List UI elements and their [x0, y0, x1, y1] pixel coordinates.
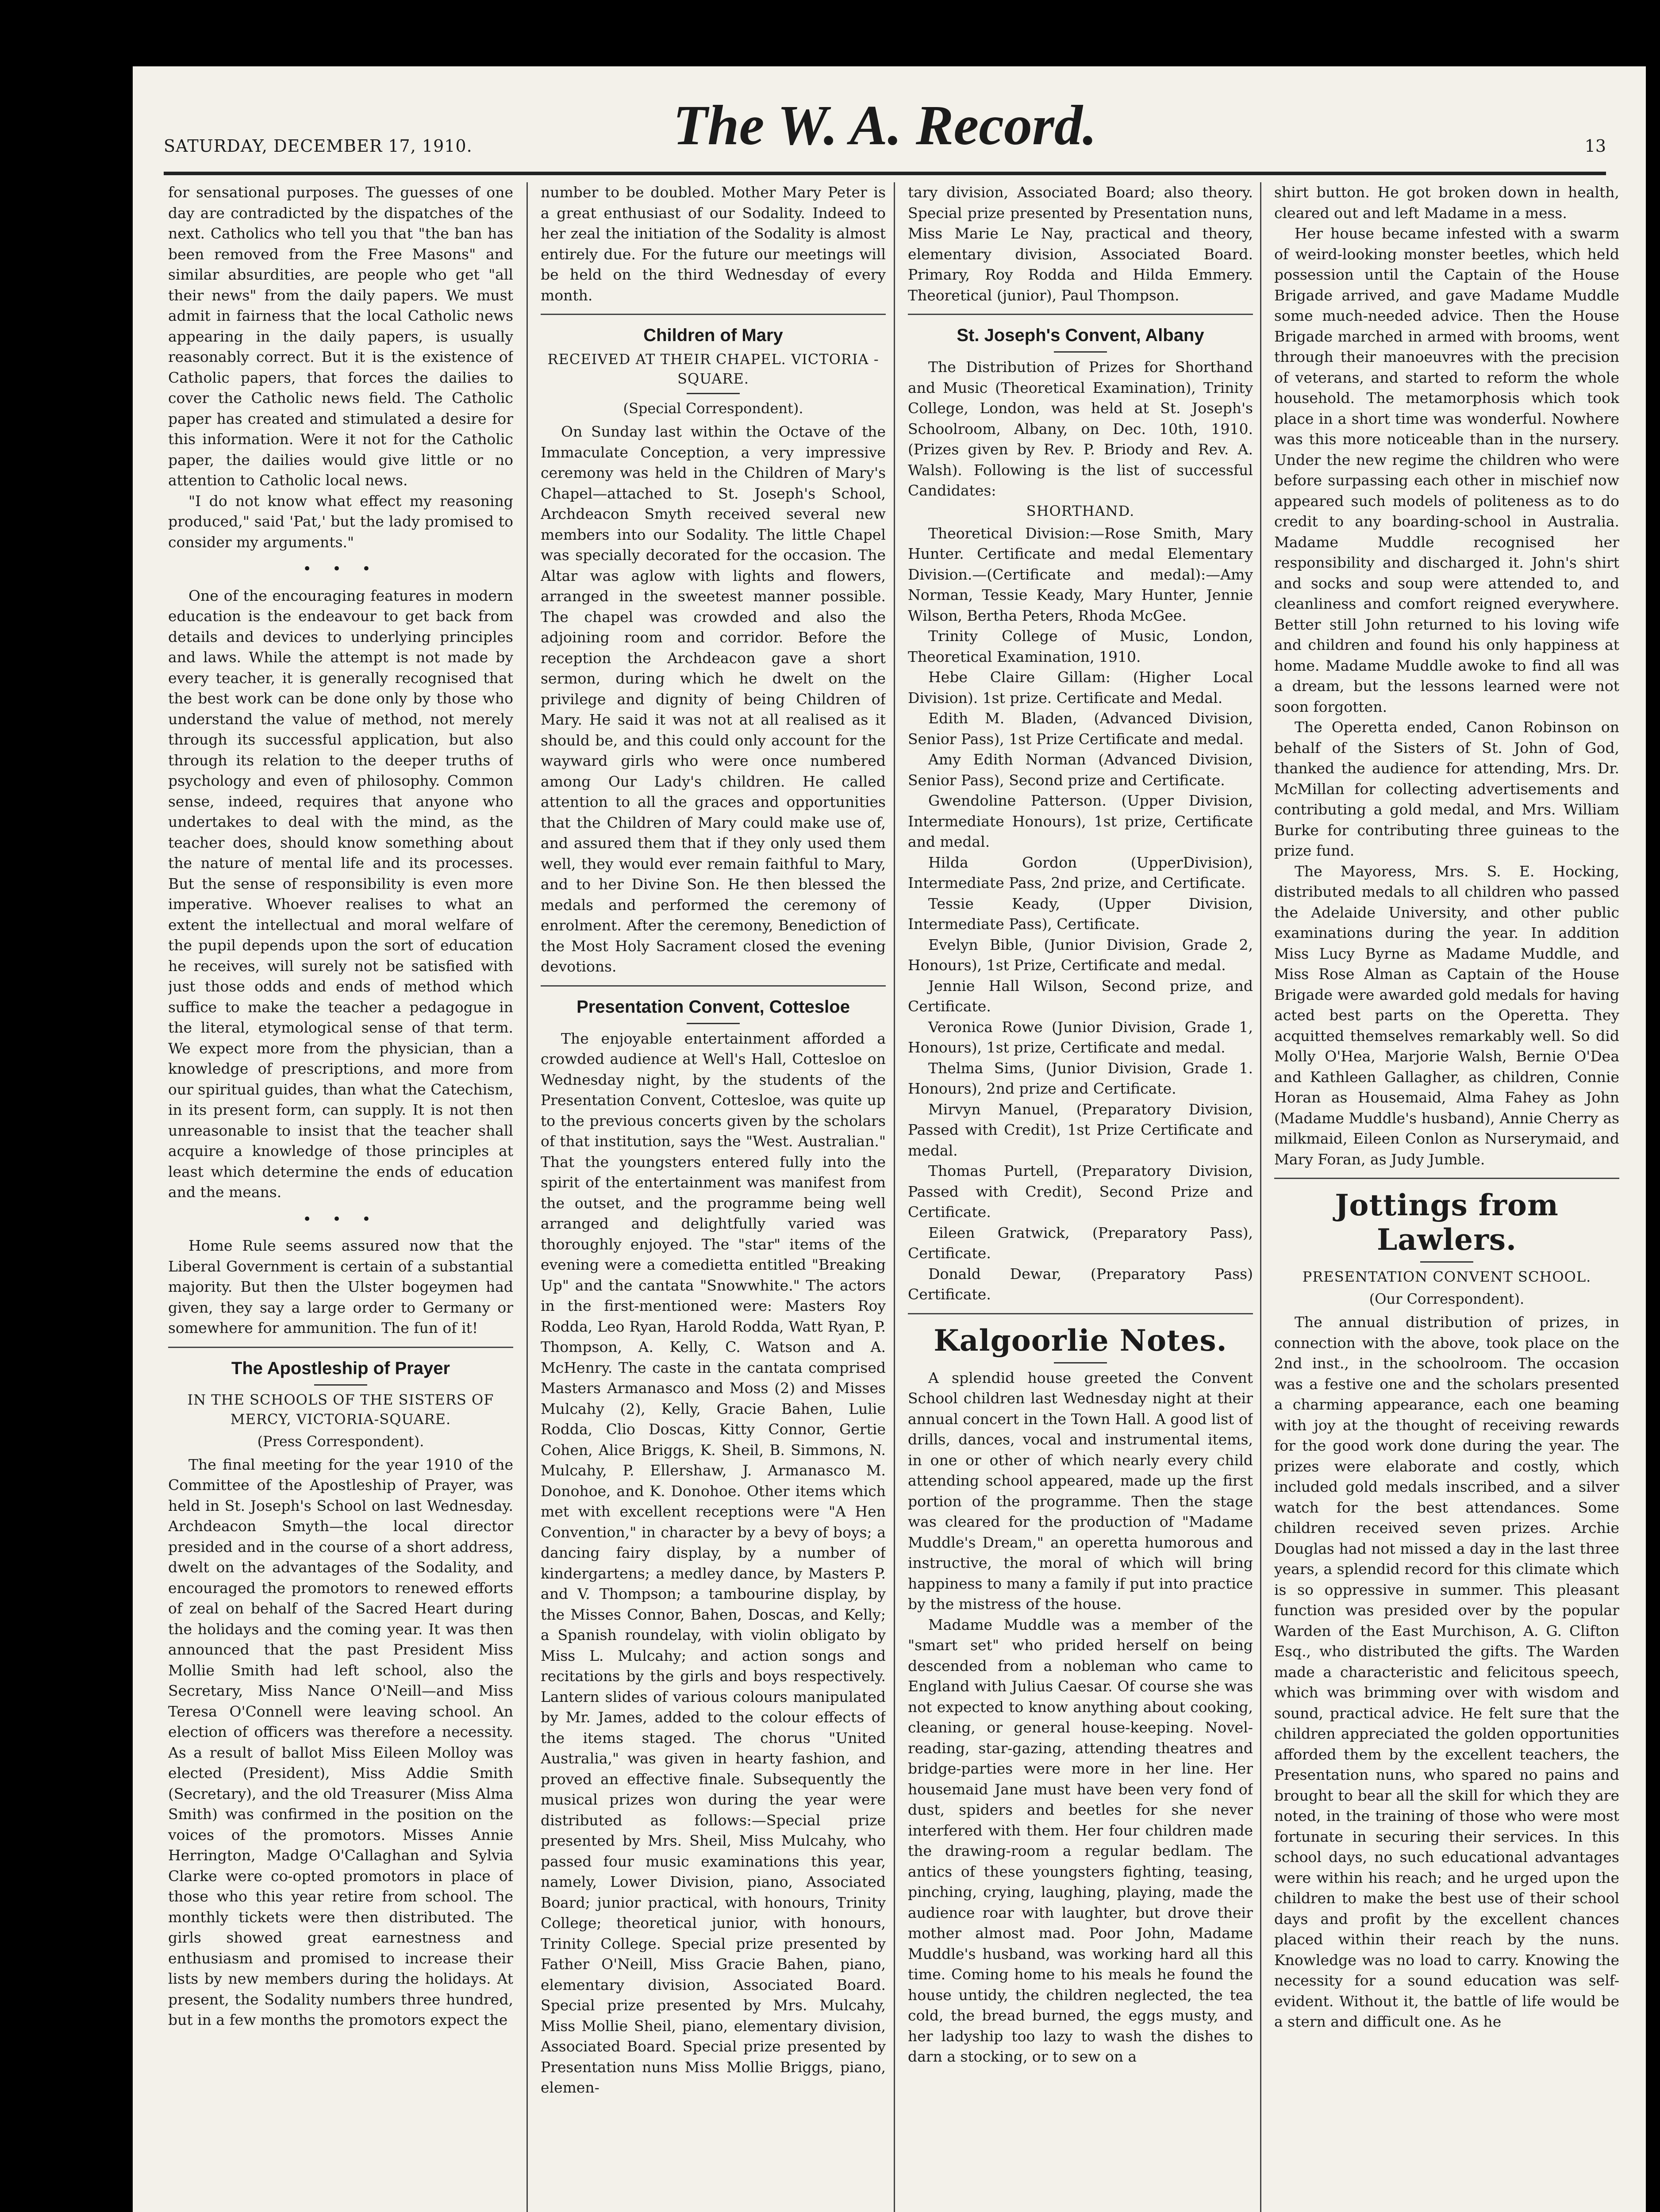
prize-entry: Mirvyn Manuel, (Preparatory Division, Passed with Credit), 1st Prize Certificate and medal. [908, 1100, 1253, 1159]
article-paragraph: The final meeting for the year 1910 of the Committee of the Apostleship of Prayer, was held in St. Joseph's School on last Wednesday. Archdeacon Smyth—the local director presided and in the course of a short address, dwelt on the advantages of the Sodality, and encouraged the promotors to renewed efforts of zeal on behalf of the Sacred Heart during the holidays and the coming year. It was then announced that the past President Miss Mollie Smith had left school, also the Secretary, Miss Nance O'Neill—and Miss Teresa O'Connell were leaving school. An election of officers was therefore a necessity. As a result of ballot Miss Eileen Molloy was elected (President), Miss Addie Smith (Secretary), and the old Treasurer (Miss Alma Smith) was confirmed in the position on the voices of the promotors. Misses Annie Herrington, Madge O'Callaghan and Sylvia Clarke were co-opted promotors in place of those who this year retire from school. The monthly tickets were then distributed. The girls showed great earnestness and enthusiasm and promised to increase their lists by new members during the holidays. At present, the Sodality numbers three hundred, but in a few months the promotors expect the [168, 1455, 513, 2028]
column-4 [1274, 182, 1619, 2212]
article-heading-lawlers: Jottings from Lawlers. [1335, 1188, 1559, 1257]
prize-entry: Tessie Keady, (Upper Division, Intermediate Pass), Certificate. [908, 895, 1253, 933]
prize-entry: Thomas Purtell, (Preparatory Division, Passed with Credit), Second Prize and Certificate. [908, 1162, 1253, 1221]
prize-entry: Veronica Rowe (Junior Division, Grade 1, Honours), 1st prize, Certificate and medal. [908, 1018, 1253, 1056]
article-subheading: IN THE SCHOOLS OF THE SISTERS OF MERCY, VICTORIA-SQUARE. [187, 1391, 494, 1428]
heading-rule [1420, 1261, 1473, 1263]
issue-date: SATURDAY, DECEMBER 17, 1910. [164, 136, 473, 156]
section-separator [168, 559, 513, 580]
article-paragraph: tary division, Associated Board; also theory. Special prize presented by Presentation nuns, Miss Marie Le Nay, practical and theory, elementary division, Associated Board. Primary, Roy Rodda and Hilda Emmery. Theoretical (junior), Paul Thompson. [908, 184, 1253, 304]
article-heading-children-of-mary: Children of Mary [643, 326, 783, 345]
article-heading-kalgoorlie: Kalgoorlie Notes. [934, 1323, 1227, 1358]
correspondent-line: (Special Correspondent). [623, 400, 803, 417]
section-label-shorthand: SHORTHAND. [1026, 502, 1135, 519]
prize-entry: Thelma Sims, (Junior Division, Grade 1. Honours), 2nd prize and Certificate. [908, 1059, 1253, 1097]
article-paragraph: On Sunday last within the Octave of the Immaculate Conception, a very impressive ceremony was held in the Children of Mary's Chapel—attached to St. Joseph's School, Archdeacon Smyth received several new members into our Sodality. The little Chapel was specially decorated for the occasion. The Altar was aglow with lights and flowers, arranged in the sweetest manner possible. The chapel was crowded and also the adjoining room and corridor. Before the reception the Archdeacon gave a short sermon, during which he dwelt on the privilege and dignity of being Children of Mary. He said it was not at all realised as it should be, and this could only account for the wayward girls who were once numbered among Our Lady's children. He called attention to all the graces and opportunities that the Children of Mary could make use of, and assured them that if they only used them well, they would ever remain faithful to Mary, and to her Divine Son. He then blessed the medals and performed the ceremony of enrolment. After the ceremony, Benediction of the Most Holy Sacrament closed the evening devotions. [541, 423, 886, 975]
article-subheading: PRESENTATION CONVENT SCHOOL. [1302, 1268, 1591, 1285]
article-rule [1274, 1178, 1619, 1179]
prize-entry: Jennie Hall Wilson, Second prize, and Certificate. [908, 977, 1253, 1015]
article-paragraph: A splendid house greeted the Convent School children last Wednesday night at their annual concert in the Town Hall. A good list of drills, dances, vocal and instrumental items, in one or other of which nearly every child attending school appeared, made up the first portion of the programme. Then the stage was cleared for the production of "Madame Muddle's Dream," an operetta humorous and instructive, the moral of which will bring happiness to many a family if put into practice by the mistress of the house. [908, 1369, 1253, 1613]
heading-rule [687, 1023, 740, 1024]
article-paragraph: The Distribution of Prizes for Shorthand and Music (Theoretical Examination), Trinity College, London, was held at St. Joseph's Schoolroom, Albany, on Dec. 10th, 1910. (Prizes given by Rev. P. Briody and Rev. A. Walsh). Following is the list of successful Candidates: [908, 358, 1253, 499]
prize-entry: Hebe Claire Gillam: (Higher Local Division). 1st prize. Certificate and Medal. [908, 668, 1253, 707]
article-paragraph: "I do not know what effect my reasoning produced," said 'Pat,' but the lady promised to consider my arguments." [168, 492, 513, 551]
article-paragraph: Madame Muddle was a member of the "smart set" who prided herself on being descended from a nobleman who came to England with Julius Caesar. Of course she was not expected to know anything about cooking, cleaning, or general house-keeping. Novel-reading, star-gazing, attending theatres and bridge-parties were more in her line. Her housemaid Jane must have been very fond of dust, spiders and beetles for she never interfered with them. Her four children made the drawing-room a regular bedlam. The antics of these youngsters fighting, teasing, pinching, crying, laughing, playing, made the audience roar with laughter, but drove their mother almost mad. Poor John, Madame Muddle's husband, was working hard all this time. Coming home to his meals he found the house untidy, the children neglected, the tea cold, the bread burned, the eggs musty, and her ladyship too lazy to wash the dishes to darn a stocking, or to sew on a [908, 1616, 1253, 2065]
page-number: 13 [1584, 136, 1606, 156]
column-1 [168, 182, 513, 2212]
article-rule [168, 1347, 513, 1348]
article-paragraph: The Operetta ended, Canon Robinson on behalf of the Sisters of St. John of God, thanked the audience for attending, Mrs. Dr. McMillan for collecting advertisements and contributing a gold medal, and Mrs. William Burke for contributing three guineas to the prize fund. [1274, 718, 1619, 859]
prize-entry: Donald Dewar, (Preparatory Pass) Certificate. [908, 1265, 1253, 1303]
newspaper-page [133, 66, 1646, 2212]
article-rule [908, 314, 1253, 315]
article-heading-apostleship: The Apostleship of Prayer [231, 1358, 450, 1378]
prize-entry: Amy Edith Norman (Advanced Division, Senior Pass), Second prize and Certificate. [908, 751, 1253, 789]
article-paragraph: Her house became infested with a swarm of weird-looking monster beetles, which held possession until the Captain of the House Brigade arrived, and gave Madame Muddle some much-needed advice. Then the House Brigade marched in armed with brooms, went through their manoeuvres with the precision of veterans, and started to reform the whole household. The metamorphosis which took place in a short time was wonderful. Nowhere was this more noticeable than in the nursery. Under the new regime the children who were before surpassing each other in mischief now appeared such models of politeness as to do credit to any boarding-school in Australia. Madame Muddle recognised her responsibility and discharged it. John's shirt and socks and soup were attended to, and cleanliness and comfort reigned everywhere. Better still John returned to his loving wife and children and found his only happiness at home. Madame Muddle awoke to find all was a dream, but the lessons learned were not soon forgotten. [1274, 225, 1619, 715]
newspaper-title: The W. A. Record. [673, 94, 1097, 157]
article-heading-albany: St. Joseph's Convent, Albany [957, 326, 1204, 345]
article-rule [541, 985, 886, 987]
prize-entry: Evelyn Bible, (Junior Division, Grade 2, Honours), 1st Prize, Certificate and medal. [908, 936, 1253, 974]
article-paragraph: One of the encouraging features in modern education is the endeavour to get back from details and devices to underlying principles and laws. While the attempt is not made by every teacher, it is generally recognised that the best work can be done only by those who understand the value of method, not merely through its successful application, but also through its relation to the deeper truths of psychology and even of philosophy. Common sense, indeed, requires that anyone who undertakes to deal with the mind, as the teacher does, should know something about the nature of mental life and its processes. But the sense of responsibility is even more imperative. Whoever realises to what an extent the intellectual and moral welfare of the pupil depends upon the sort of education he receives, will surely not be satisfied with just those odds and ends of method which suffice to make the teacher a pedagogue in the literal, etymological sense of that term. We expect more from the physician, than a knowledge of prescriptions, and more from our spiritual guides, than what the Catechism, in its present form, can supply. It is not then unreasonable to insist that the teacher shall acquire a knowledge of those principles at least which determine the ends of education and the means. [168, 587, 513, 1201]
article-paragraph: The enjoyable entertainment afforded a crowded audience at Well's Hall, Cottesloe on Wednesday night, by the students of the Presentation Convent, Cottesloe, was quite up to the previous concerts given by the scholars of that institution, says the "West. Australian." That the youngsters entered fully into the spirit of the entertainment was manifest from the outset, and the programme being well arranged and delightfully varied was thoroughly enjoyed. The "star" items of the evening were a comedietta entitled "Breaking Up" and the cantata "Snowwhite." The actors in the first-mentioned were: Masters Roy Rodda, Leo Ryan, Harold Rodda, Watt Ryan, P. Thompson, A. Kelly, C. Watson and A. McHenry. The caste in the cantata comprised Masters Armanasco and Moss (2) and Misses Mulcahy (2), Kelly, Gracie Bahen, Lulie Rodda, Clio Doscas, Kitty Connor, Gertie Cohen, Alice Briggs, K. Sheil, B. Simmons, N. Mulcahy, P. Ellershaw, J. Armanasco M. Donohoe, and K. Donohoe. Other items which met with excellent receptions were "A Hen Convention," in character by a bevy of boys; a dancing fairy display, by a number of kindergartens; a medley dance, by Masters P. and V. Thompson; a tambourine display, by the Misses Connor, Bahen, Doscas, and Kelly; a Spanish roundelay, with violin obligato by Miss L. Mulcahy; and action songs and recitations by the girls and boys respectively. Lantern slides of various colours manipulated by Mr. James, added to the colour effects of the items staged. The chorus "United Australia," was given in hearty fashion, and proved an effective finale. Subsequently the musical prizes won during the year were distributed as follows:—Special prize presented by Mrs. Sheil, Miss Mulcahy, who passed four music examinations this year, namely, Lower Division, piano, Associated Board; junior practical, with honours, Trinity College; theoretical junior, with honours, Trinity College. Special prize presented by Father O'Neill, Miss Gracie Bahen, piano, elementary division, Associated Board. Special prize presented by Mrs. Mulcahy, Miss Mollie Sheil, piano, elementary division, Associated Board. Special prize presented by Presentation nuns Miss Mollie Briggs, piano, elemen- [541, 1029, 886, 2096]
article-paragraph: for sensational purposes. The guesses of one day are contradicted by the dispatches of the next. Catholics who tell you that "the ban has been removed from the Free Masons" and similar absurdities, are people who get "all their news" from the daily papers. We must admit in fairness that the local Catholic news appearing in the daily papers, is usually reasonably correct. But it is the existence of Catholic papers, that forces the dailies to cover the Catholic news field. The Catholic paper has created and stimulated a desire for this information. Were it not for the Catholic paper, the dailies would give little or no attention to Catholic local news. [168, 184, 513, 489]
article-rule [541, 314, 886, 315]
article-paragraph: Home Rule seems assured now that the Liberal Government is certain of a substantial majority. But then the Ulster bogeymen had given, they say a large order to Germany or somewhere for ammunition. The fun of it! [168, 1237, 513, 1336]
article-paragraph: The Mayoress, Mrs. S. E. Hocking, distributed medals to all children who passed the Adelaide University, and other public examinations during the year. In addition Miss Lucy Byrne as Madame Muddle, and Miss Rose Alman as Captain of the House Brigade were awarded gold medals for having acted best parts on the Operetta. They acquitted themselves remarkably well. So did Molly O'Hea, Marjorie Walsh, Bernie O'Dea and Kathleen Gallagher, as children, Connie Horan as Housemaid, Alma Fahey as John (Madame Muddle's husband), Annie Cherry as milkmaid, Eileen Conlon as Nurserymaid, and Mary Foran, as Judy Jumble. [1274, 862, 1619, 1168]
column-divider [526, 182, 528, 2212]
correspondent-line: (Our Correspondent). [1369, 1290, 1525, 1307]
prize-entry: Trinity College of Music, London, Theoretical Examination, 1910. [908, 627, 1253, 665]
prize-entry: Theoretical Division:—Rose Smith, Mary Hunter. Certificate and medal Elementary Division.—(Certificate and medal):—Amy Norman, Tessie Keady, Mary Hunter, Jennie Wilson, Bertha Peters, Rhoda McGee. [908, 524, 1253, 624]
column-3 [908, 182, 1253, 2212]
masthead-rule [164, 172, 1606, 175]
column-2 [541, 182, 886, 2212]
prize-entry: Eileen Gratwick, (Preparatory Pass), Certificate. [908, 1224, 1253, 1262]
heading-rule [314, 1384, 367, 1386]
masthead [164, 93, 1606, 168]
correspondent-line: (Press Correspondent). [257, 1432, 424, 1450]
article-rule [908, 1313, 1253, 1314]
prize-entry: Edith M. Bladen, (Advanced Division, Senior Pass), 1st Prize Certificate and medal. [908, 710, 1253, 748]
article-paragraph: shirt button. He got broken down in health, cleared out and left Madame in a mess. [1274, 184, 1619, 222]
article-paragraph: number to be doubled. Mother Mary Peter is a great enthusiast of our Sodality. Indeed to her zeal the initiation of the Sodality is almost entirely due. For the future our meetings will be held on the third Wednesday of every month. [541, 184, 886, 304]
prize-entry: Gwendoline Patterson. (Upper Division, Intermediate Honours), 1st prize, Certificate and medal. [908, 792, 1253, 850]
heading-rule [1054, 1362, 1107, 1363]
article-paragraph: The annual distribution of prizes, in connection with the above, took place on the 2nd inst., in the schoolroom. The occasion was a festive one and the scholars presented a charming appearance, each one beaming with joy at the thought of receiving rewards for the good work done during the year. The prizes were elaborate and costly, which included gold medals inscribed, and a silver watch for the best attendances. Some children received seven prizes. Archie Douglas had not missed a day in the last three years, a splendid record for this climate which is so oppressive in summer. This pleasant function was presided over by the popular Warden of the East Murchison, A. G. Clifton Esq., who distributed the gifts. The Warden made a characteristic and felicitous speech, which was brimming over with wisdom and sound, practical advice. He felt sure that the children appreciated the golden opportunities afforded them by the excellent teachers, the Presentation nuns, who spared no pains and brought to bear all the skill for which they are noted, in the training of those who were most fortunate in securing their services. In this school days, no such educational advantages were within his reach; and he urged upon the children to make the best use of their school days and profit by the excellent chances placed within their reach by the nuns. Knowledge was no load to carry. Knowing the necessity for a sound education was self-evident. Without it, the battle of life would be a stern and difficult one. As he [1274, 1313, 1619, 2030]
column-divider [894, 182, 895, 2212]
column-divider [1260, 182, 1261, 2212]
article-subheading: RECEIVED AT THEIR CHAPEL. VICTORIA - SQUARE. [547, 351, 879, 387]
prize-entry: Hilda Gordon (UpperDivision), Intermediate Pass, 2nd prize, and Certificate. [908, 853, 1253, 891]
heading-rule [687, 393, 740, 394]
article-heading-presentation-cottesloe: Presentation Convent, Cottesloe [576, 997, 850, 1017]
section-separator [168, 1209, 513, 1230]
heading-rule [1054, 351, 1107, 353]
